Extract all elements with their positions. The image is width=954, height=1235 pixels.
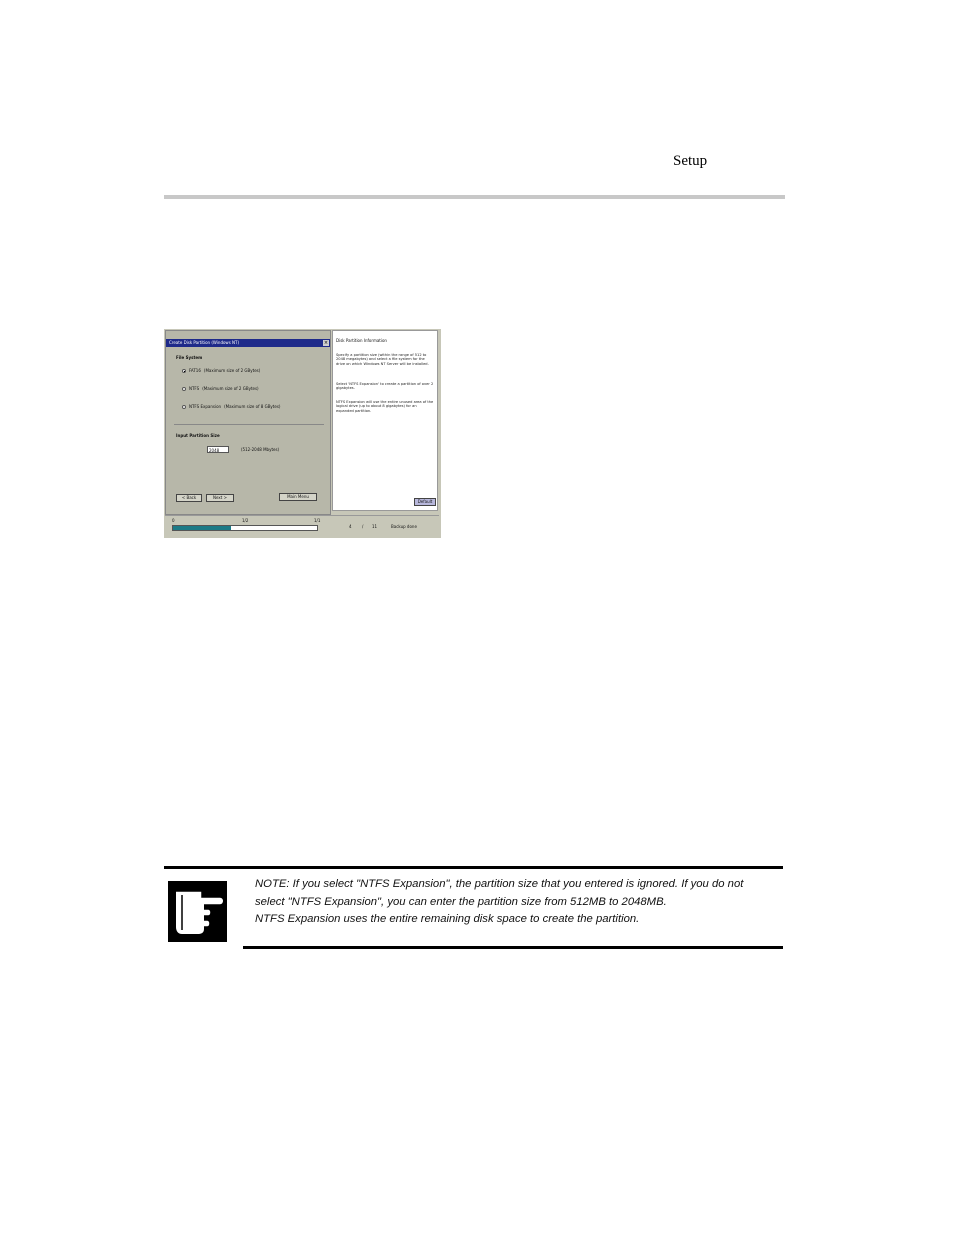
step-separator: / — [362, 524, 364, 529]
step-total: 11 — [372, 524, 378, 529]
note-bottom-rule — [243, 946, 783, 949]
info-paragraph: Specify a partition size (within the range of 512 to 2048 megabytes) and select a file system for the drive on which Windows NT Server will be installed. — [336, 353, 429, 366]
dialog-title: Create Disk Partition (Windows NT) — [166, 339, 330, 347]
note-text — [255, 876, 775, 929]
file-system-label: File System — [176, 355, 203, 360]
default-button[interactable]: Default — [414, 498, 436, 506]
divider — [174, 424, 324, 425]
info-panel — [332, 330, 438, 511]
back-button[interactable]: < Back — [176, 494, 202, 502]
step-current: 4 — [349, 524, 352, 529]
progress-fill — [173, 526, 231, 530]
partition-size-label: Input Partition Size — [176, 433, 220, 438]
next-button[interactable]: Next > — [206, 494, 234, 502]
note-top-rule — [164, 866, 783, 869]
setup-screenshot — [164, 329, 441, 538]
radio-label: NTFS — [189, 386, 200, 391]
radio-description: (Maximum size of 2 GBytes) — [202, 386, 259, 391]
radio-icon — [182, 387, 186, 391]
partition-size-input[interactable]: 2048 — [207, 446, 229, 453]
progress-tick: 1/2 — [242, 518, 249, 523]
info-paragraph: Select 'NTFS Expansion' to create a partition of over 2 gigabytes. — [336, 382, 434, 391]
radio-ntfs-expansion[interactable] — [182, 404, 280, 409]
radio-description: (Maximum size of 8 GBytes) — [224, 404, 281, 409]
progress-tick: 1/1 — [314, 518, 321, 523]
info-paragraph: NTFS Expansion will use the entire unused area of the logical drive (up to about 8 gigabytes) for an expanded partition. — [336, 400, 434, 413]
radio-label: FAT16 — [189, 368, 201, 373]
status-bar — [165, 515, 439, 536]
partition-size-hint: (512-2048 Mbytes) — [241, 447, 280, 452]
partition-dialog — [165, 330, 331, 515]
note-line: NTFS Expansion uses the entire remaining disk space to create the partition. — [255, 913, 640, 925]
pointing-hand-icon — [168, 881, 227, 942]
main-menu-button[interactable]: Main Menu — [279, 493, 317, 501]
note-line: NOTE: If you select "NTFS Expansion", the partition size that you entered is ignored. If you do not — [255, 878, 744, 890]
radio-icon — [182, 405, 186, 409]
progress-tick: 0 — [172, 518, 175, 523]
progress-bar — [172, 525, 318, 531]
page-header-title: Setup — [673, 153, 708, 169]
radio-selected-icon — [182, 369, 186, 373]
close-icon[interactable]: × — [323, 340, 329, 346]
note-line: select "NTFS Expansion", you can enter the partition size from 512MB to 2048MB. — [255, 895, 667, 908]
radio-ntfs[interactable] — [182, 386, 259, 391]
radio-fat16[interactable] — [182, 368, 260, 373]
backup-status: Backup done — [391, 524, 417, 529]
radio-description: (Maximum size of 2 GBytes) — [203, 368, 261, 373]
header-rule — [164, 195, 785, 199]
info-title: Disk Partition Information — [336, 338, 387, 343]
radio-label: NTFS Expansion — [189, 404, 222, 409]
